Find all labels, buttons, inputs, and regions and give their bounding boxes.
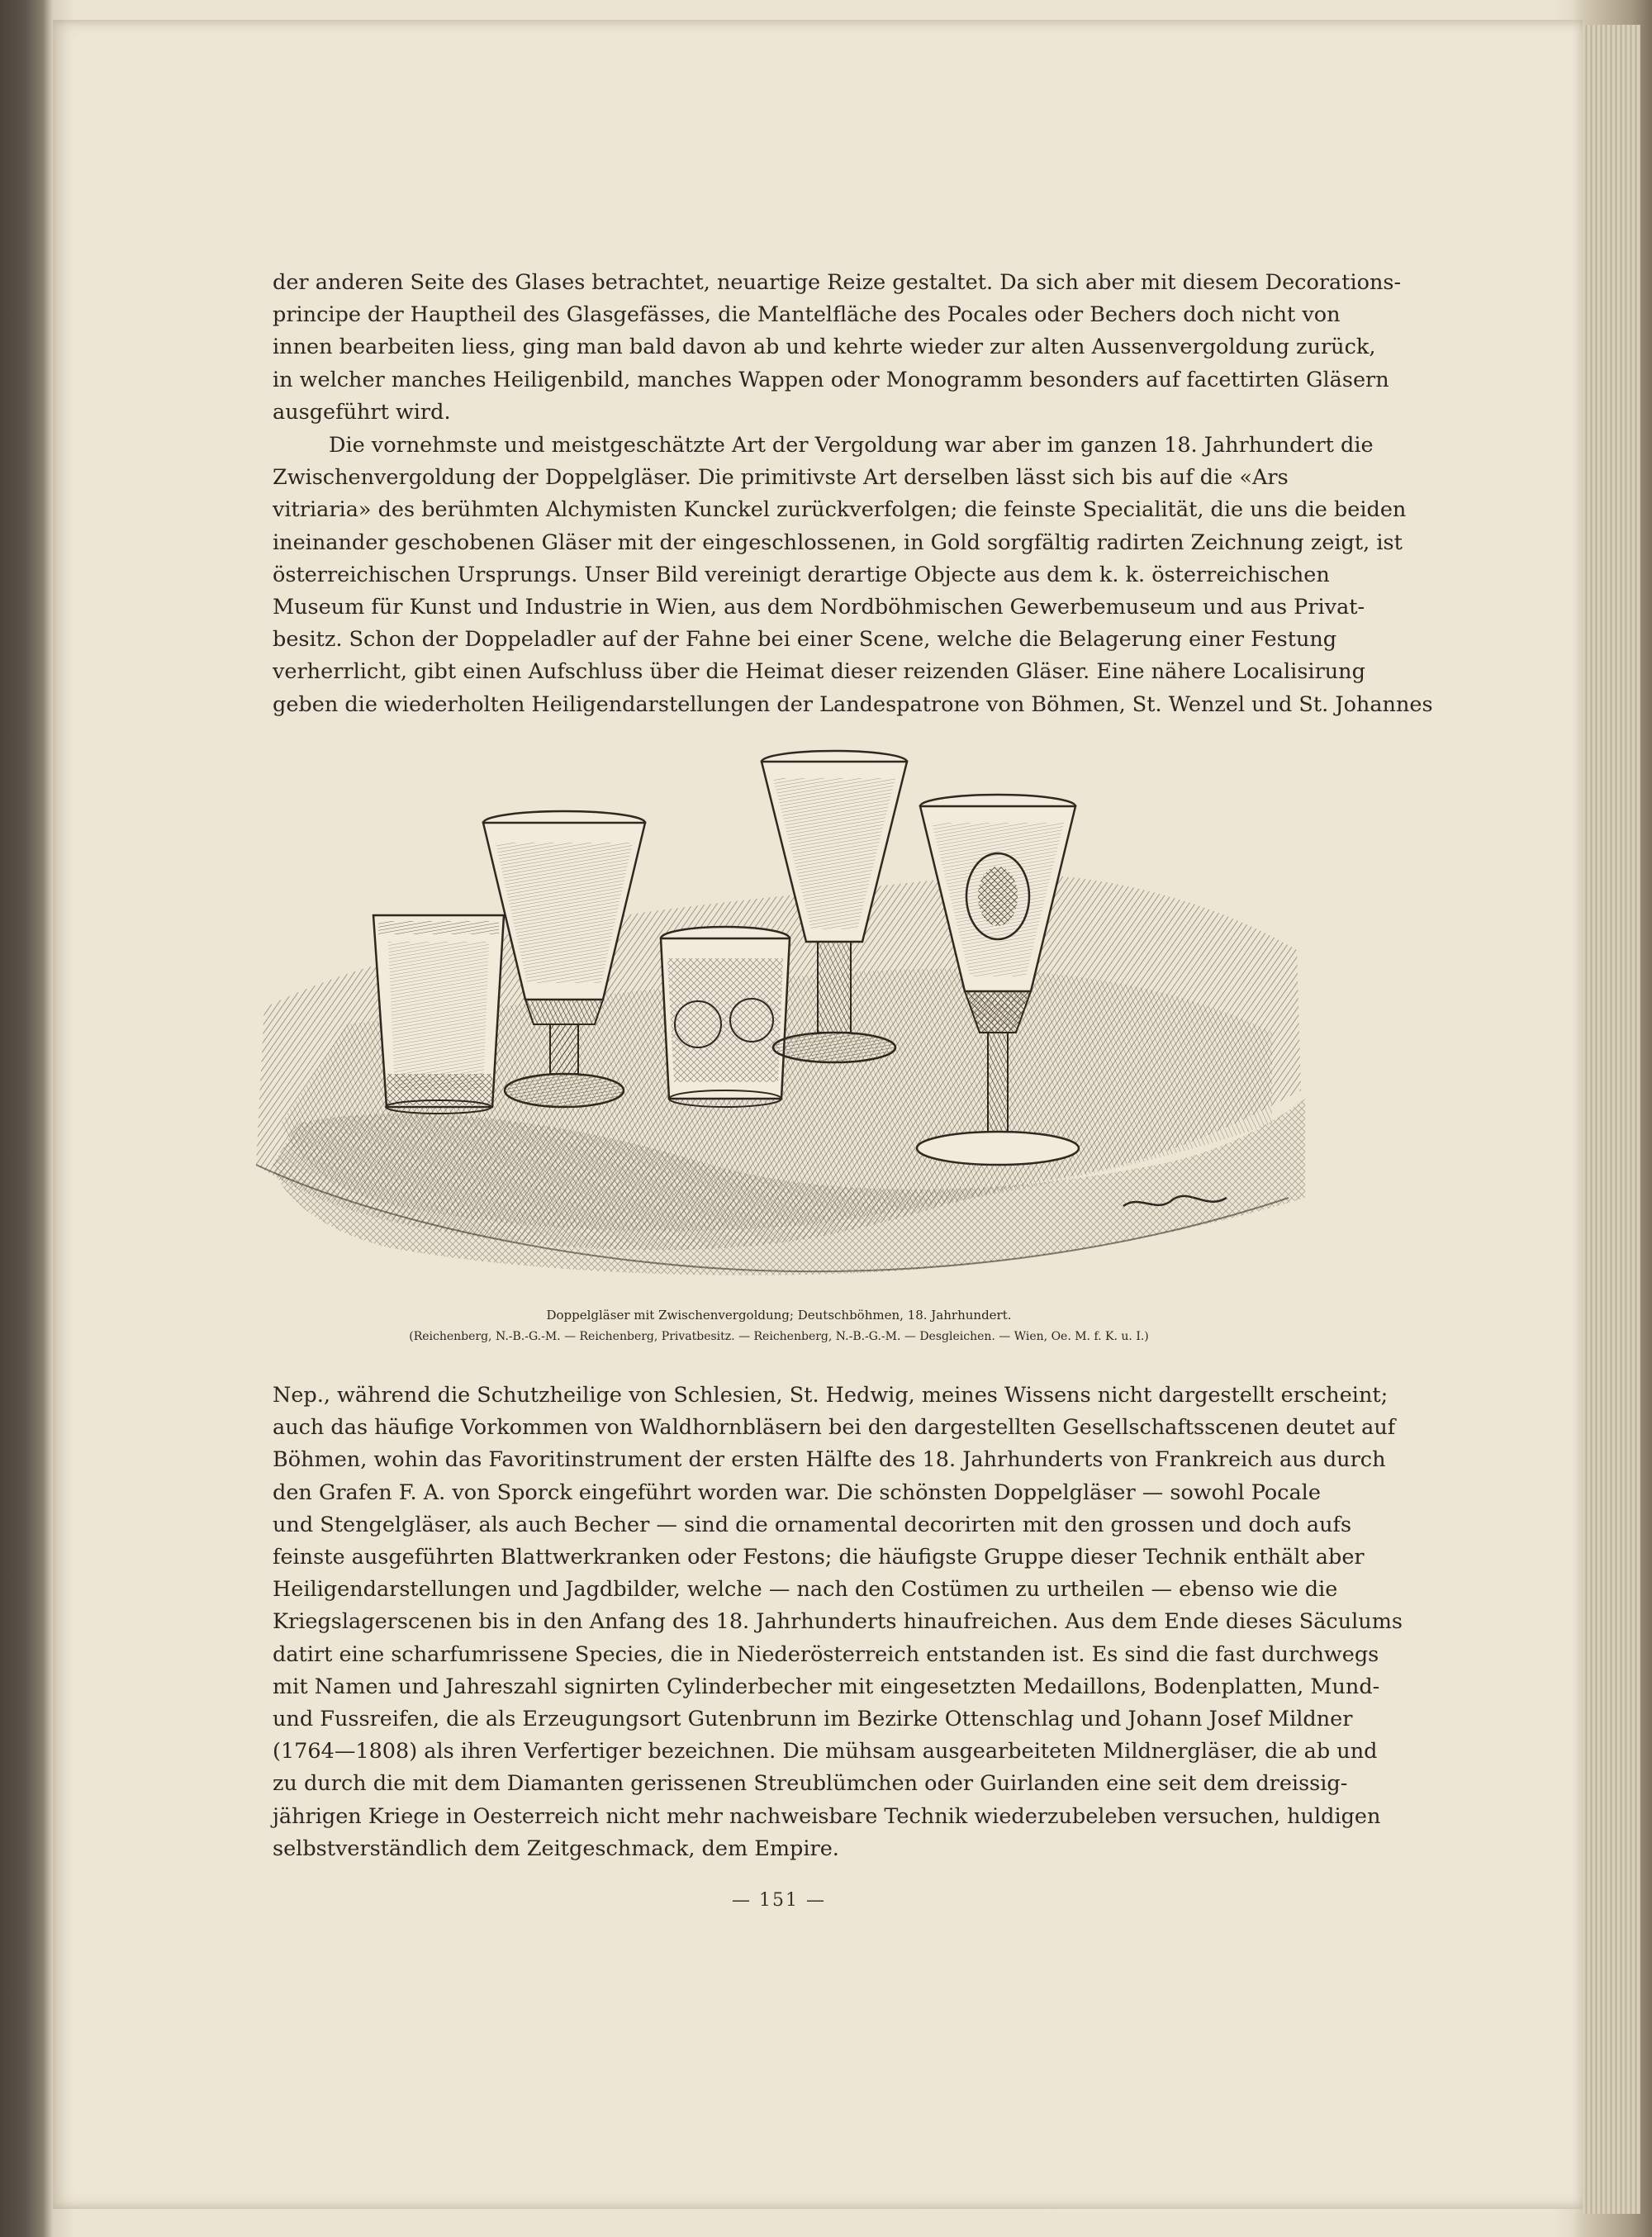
text-line: zu durch die mit dem Diamanten gerissenen Streublümchen oder Guirlanden eine seit dem dreissig- <box>273 1771 1348 1797</box>
text-line: ausgeführt wird. <box>273 399 451 425</box>
paragraph-3 <box>273 1380 1403 1865</box>
text-line: feinste ausgeführten Blattwerkranken oder Festons; die häufigste Gruppe dieser Technik enthält aber <box>273 1545 1365 1570</box>
text-line: Böhmen, wohin das Favoritinstrument der ersten Hälfte des 18. Jahrhunderts von Frankreich aus durch <box>273 1447 1386 1473</box>
paragraph-2 <box>273 430 1433 721</box>
text-line: mit Namen und Jahreszahl signirten Cylinderbecher mit eingesetzten Medaillons, Bodenplatten, Mund- <box>273 1674 1380 1699</box>
text-line: auch das häufige Vorkommen von Waldhornbläsern bei den dargestellten Gesellschaftsscenen deutet auf <box>273 1415 1396 1441</box>
text-line: datirt eine scharfumrissene Species, die in Niederösterreich entstanden ist. Es sind die fast durchwegs <box>273 1641 1379 1667</box>
beaker-glass-center <box>661 927 790 1107</box>
text-line: vitriaria» des berühmten Alchymisten Kunckel zurückverfolgen; die feinste Specialität, die uns die beiden <box>273 497 1407 523</box>
glasses-engraving <box>248 735 1313 1280</box>
text-line: Nep., während die Schutzheilige von Schlesien, St. Hedwig, meines Wissens nicht dargestellt erscheint; <box>273 1383 1389 1408</box>
text-line: den Grafen F. A. von Sporck eingeführt worden war. Die schönsten Doppelgläser — sowohl Pocale <box>273 1479 1321 1505</box>
text-line: Zwischenvergoldung der Doppelgläser. Die primitivste Art derselben lässt sich bis auf die «Ars <box>273 465 1289 491</box>
page-number: — 151 — <box>732 1890 826 1911</box>
figure-caption-sources: (Reichenberg, N.-B.-G.-M. — Reichenberg, Privatbesitz. — Reichenberg, N.-B.-G.-M. — Desgleichen. — Wien, Oe. M. f. K. u. I.) <box>409 1330 1149 1343</box>
text-line: Museum für Kunst und Industrie in Wien, aus dem Nordböhmischen Gewerbemuseum und aus Privat- <box>273 595 1365 620</box>
text-line: ineinander geschobenen Gläser mit der eingeschlossenen, in Gold sorgfältig radirten Zeichnung zeigt, ist <box>273 530 1403 555</box>
text-line: verherrlicht, gibt einen Aufschluss über die Heimat dieser reizenden Gläser. Eine nähere Localisirung <box>273 659 1365 685</box>
text-line: jährigen Kriege in Oesterreich nicht mehr nachweisbare Technik wiederzubeleben versuchen, huldigen <box>273 1803 1381 1829</box>
beaker-glass-left <box>373 915 504 1114</box>
text-line: in welcher manches Heiligenbild, manches Wappen oder Monogramm besonders auf facettirten Gläsern <box>273 367 1389 392</box>
text-line: Kriegslagerscenen bis in den Anfang des 18. Jahrhunderts hinaufreichen. Aus dem Ende dieses Säculums <box>273 1609 1403 1635</box>
text-line: der anderen Seite des Glases betrachtet, neuartige Reize gestaltet. Da sich aber mit diesem Decorations- <box>273 270 1402 295</box>
page-fore-edges <box>1583 25 1640 2214</box>
text-line: Die vornehmste und meistgeschätzte Art der Vergoldung war aber im ganzen 18. Jahrhundert die <box>329 433 1374 458</box>
text-line: österreichischen Ursprungs. Unser Bild vereinigt derartige Objecte aus dem k. k. österreichischen <box>273 562 1330 587</box>
text-line: (1764—1808) als ihren Verfertiger bezeichnen. Die mühsam ausgearbeiteten Mildnergläser, die ab und <box>273 1739 1378 1764</box>
text-line: geben die wiederholten Heiligendarstellungen der Landespatrone von Böhmen, St. Wenzel und St. Johannes <box>273 691 1433 717</box>
text-line: und Stengelgläser, als auch Becher — sind die ornamental decorirten mit den grossen und doch aufs <box>273 1512 1352 1537</box>
figure-caption-title: Doppelgläser mit Zwischenvergoldung; Deutschböhmen, 18. Jahrhundert. <box>546 1308 1012 1323</box>
text-line: selbstverständlich dem Zeitgeschmack, dem Empire. <box>273 1836 839 1861</box>
text-line: besitz. Schon der Doppeladler auf der Fahne bei einer Scene, welche die Belagerung einer Festung <box>273 627 1337 653</box>
paragraph-1 <box>273 267 1402 429</box>
text-line: innen bearbeiten liess, ging man bald davon ab und kehrte wieder zur alten Aussenvergoldung zurück, <box>273 335 1376 360</box>
text-line: und Fussreifen, die als Erzeugungsort Gutenbrunn im Bezirke Ottenschlag und Johann Josef Mildner <box>273 1707 1353 1732</box>
text-line: principe der Hauptheil des Glasgefässes, die Mantelfläche des Pocales oder Bechers doch nicht von <box>273 302 1341 328</box>
text-line: Heiligendarstellungen und Jagdbilder, welche — nach den Costümen zu urtheilen — ebenso wie die <box>273 1577 1338 1603</box>
